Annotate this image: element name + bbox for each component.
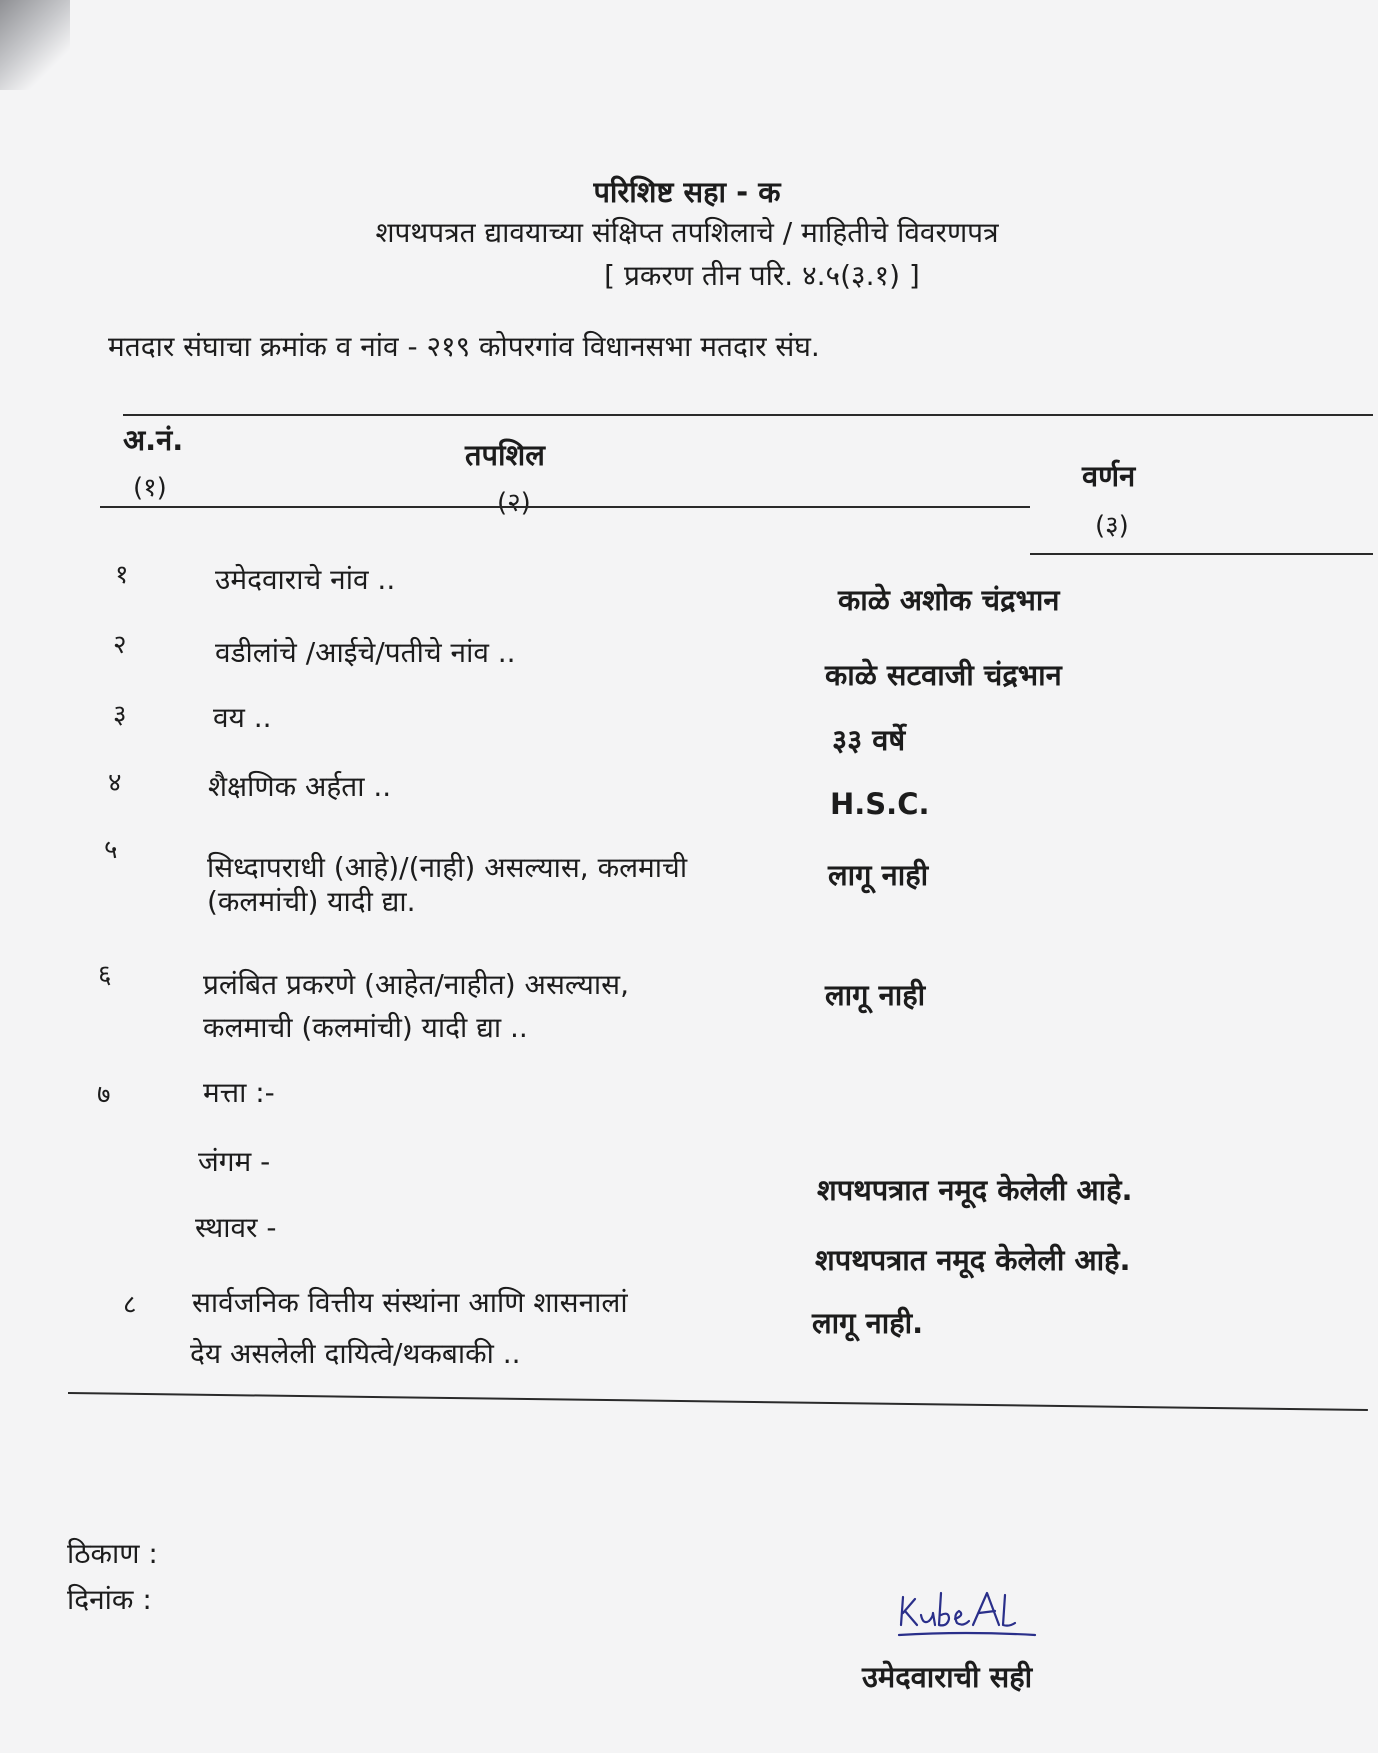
- row-number: ४: [108, 768, 122, 798]
- row-label-convictions-line1: सिध्दापराधी (आहे)/(नाही) असल्यास, कलमाची: [207, 851, 688, 884]
- row-label-age: वय ..: [213, 701, 272, 734]
- col2-header: तपशिल: [465, 438, 545, 472]
- row-label-parent-name: वडीलांचे /आईचे/पतीचे नांव ..: [215, 636, 516, 669]
- col3-header: वर्णन: [1082, 459, 1136, 493]
- col1-number: (१): [133, 473, 167, 503]
- signature-caption: उमेदवाराची सही: [862, 1660, 1033, 1694]
- row-label-convictions-line2: (कलमांची) यादी द्या.: [207, 885, 416, 918]
- candidate-signature: [895, 1585, 1045, 1645]
- table-header-rule-right: [1030, 553, 1373, 555]
- row-label-education: शैक्षणिक अर्हता ..: [208, 770, 392, 803]
- table-top-rule: [123, 414, 1373, 416]
- document-title: परिशिष्ट सहा - क: [593, 175, 781, 209]
- col2-number: (२): [497, 488, 531, 518]
- row-number: ६: [98, 960, 112, 990]
- table-bottom-rule: [68, 1392, 1368, 1411]
- row-value-movable-assets: शपथपत्रात नमूद केलेली आहे.: [817, 1173, 1133, 1207]
- row-number: १: [115, 560, 129, 590]
- col1-header: अ.नं.: [123, 423, 184, 457]
- row-label-pending-cases-line1: प्रलंबित प्रकरणे (आहेत/नाहीत) असल्यास,: [203, 968, 629, 1001]
- row-label-immovable-assets: स्थावर -: [195, 1211, 277, 1244]
- date-label: दिनांक :: [67, 1583, 152, 1616]
- row-label-candidate-name: उमेदवाराचे नांव ..: [215, 563, 396, 596]
- row-value-immovable-assets: शपथपत्रात नमूद केलेली आहे.: [815, 1243, 1131, 1277]
- constituency-line: मतदार संघाचा क्रमांक व नांव - २१९ कोपरगांव विधानसभा मतदार संघ.: [108, 330, 820, 363]
- row-label-movable-assets: जंगम -: [198, 1145, 271, 1178]
- row-value-convictions: लागू नाही: [828, 858, 929, 892]
- row-label-assets: मत्ता :-: [203, 1076, 275, 1109]
- document-reference: [ प्रकरण तीन परि. ४.५(३.१) ]: [604, 259, 920, 292]
- row-value-candidate-name: काळे अशोक चंद्रभान: [838, 583, 1060, 617]
- row-value-education: H.S.C.: [830, 787, 930, 821]
- row-label-pending-cases-line2: कलमाची (कलमांची) यादी द्या ..: [203, 1011, 528, 1044]
- place-label: ठिकाण :: [67, 1537, 158, 1570]
- document-subtitle: शपथपत्रत द्यावयाच्या संक्षिप्त तपशिलाचे / माहितीचे विवरणपत्र: [375, 216, 999, 249]
- row-value-parent-name: काळे सटवाजी चंद्रभान: [825, 658, 1062, 692]
- row-value-liabilities: लागू नाही.: [812, 1306, 924, 1340]
- page-corner-shadow: [0, 0, 70, 90]
- row-number: ७: [97, 1080, 111, 1110]
- row-number: २: [113, 630, 127, 660]
- row-number: ८: [123, 1290, 137, 1320]
- row-label-liabilities-line1: सार्वजनिक वित्तीय संस्थांना आणि शासनालां: [192, 1286, 628, 1319]
- row-value-pending-cases: लागू नाही: [825, 978, 926, 1012]
- col3-number: (३): [1095, 511, 1129, 541]
- row-label-liabilities-line2: देय असलेली दायित्वे/थकबाकी ..: [190, 1337, 521, 1370]
- row-number: ३: [113, 700, 127, 730]
- row-value-age: ३३ वर्षे: [832, 723, 906, 757]
- row-number: ५: [104, 835, 118, 865]
- table-header-rule-left: [100, 506, 1030, 508]
